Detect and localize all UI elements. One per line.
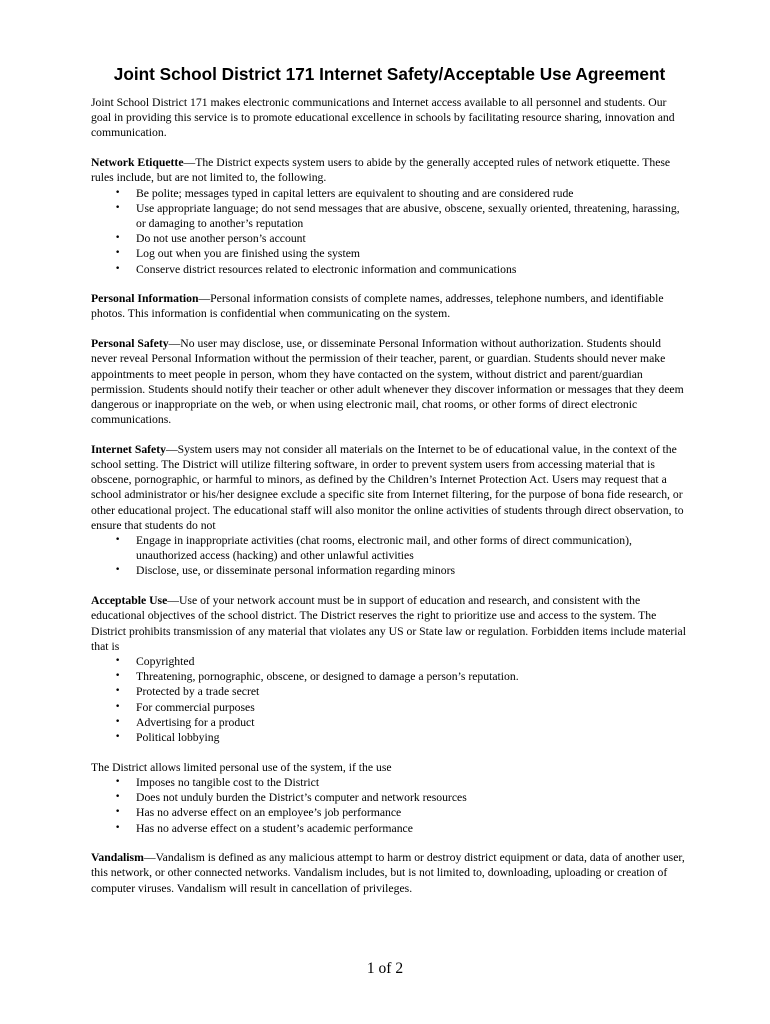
list-item: • Has no adverse effect on an employee’s job performance bbox=[115, 806, 402, 820]
vandalism-heading: Vandalism bbox=[91, 851, 144, 865]
list-item: • Does not unduly burden the District’s computer and network resources bbox=[115, 791, 467, 805]
list-item: • Log out when you are finished using the system bbox=[115, 247, 360, 261]
bullet-icon: • bbox=[115, 263, 121, 274]
list-item: • Conserve district resources related to electronic information and communications bbox=[115, 262, 517, 276]
bullet-icon: • bbox=[115, 792, 121, 803]
acceptable-use-list bbox=[91, 654, 688, 745]
bullet-icon: • bbox=[115, 822, 121, 833]
personal-use-paragraph: The District allows limited personal use of the system, if the use bbox=[91, 760, 392, 774]
internet-safety-list bbox=[91, 533, 688, 579]
list-item: • Imposes no tangible cost to the District bbox=[115, 775, 320, 789]
list-item: • Political lobbying bbox=[115, 731, 220, 745]
bullet-icon: • bbox=[115, 701, 121, 712]
list-item: • Threatening, pornographic, obscene, or designed to damage a person’s reputation. bbox=[115, 670, 519, 684]
personal-information-paragraph bbox=[91, 291, 688, 321]
personal-use-list bbox=[91, 775, 688, 836]
personal-safety-heading: Personal Safety bbox=[91, 337, 169, 351]
list-item: • Advertising for a product bbox=[115, 715, 255, 729]
bullet-icon: • bbox=[115, 187, 121, 198]
bullet-icon: • bbox=[115, 656, 121, 666]
list-item: • Copyrighted bbox=[115, 655, 195, 668]
list-item: • Has no adverse effect on a student’s academic performance bbox=[115, 821, 413, 835]
bullet-icon: • bbox=[115, 671, 121, 682]
internet-safety-text: —System users may not consider all materials on the Internet to be of educational value, in the context of the school setting. The District will utilize filtering software, in order to prevent system users from accessing material that is obscene, pornographic, or harmful to minors, as defined by the Children’s Internet Protection Act. Users may request that a school administrator or his/her designee exclude a specific site from Internet filtering, for the purpose of bona fide research, or other educational project. The educational staff will also monitor the online activities of students through direct observation, to ensure that students do not bbox=[91, 442, 684, 532]
internet-safety-heading: Internet Safety bbox=[91, 442, 166, 456]
personal-safety-text: —No user may disclose, use, or disseminate Personal Information without authorization. Students should never reveal Personal Information without the permission of their teacher, parent, or guardian. Students should never make appointments to meet people in person, whom they have contacted on the system, without district and parent/guardian permission. Students should notify their teacher or other adult whenever they discover information or messages that they deem dangerous or inappropriate on the web, or when using electronic mail, chat rooms, or other forms of direct electronic communications. bbox=[91, 337, 684, 427]
bullet-icon: • bbox=[115, 776, 121, 787]
acceptable-use-paragraph bbox=[91, 593, 688, 654]
bullet-icon: • bbox=[115, 535, 121, 546]
network-etiquette-paragraph bbox=[91, 155, 688, 185]
bullet-icon: • bbox=[115, 248, 121, 259]
network-etiquette-text: —The District expects system users to abide by the generally accepted rules of network etiquette. These rules include, but are not limited to, the following. bbox=[91, 156, 671, 185]
page-number: 1 of 2 bbox=[366, 960, 404, 977]
bullet-icon: • bbox=[115, 732, 121, 743]
list-item: • Use appropriate language; do not send messages that are abusive, obscene, sexually oriented, threatening, harassing, or damaging to another’s reputation bbox=[115, 201, 680, 230]
bullet-icon: • bbox=[115, 716, 121, 727]
acceptable-use-heading: Acceptable Use bbox=[91, 594, 168, 608]
bullet-icon: • bbox=[115, 202, 121, 213]
network-etiquette-heading: Network Etiquette bbox=[91, 156, 184, 170]
list-item: • Be polite; messages typed in capital letters are equivalent to shouting and are considered rude bbox=[115, 186, 574, 200]
intro-paragraph: Joint School District 171 makes electronic communications and Internet access available to all personnel and students. Our goal in providing this service is to promote educational excellence in schools by facilitating resource sharing, innovation and communication. bbox=[91, 96, 675, 140]
internet-safety-paragraph bbox=[91, 442, 688, 533]
personal-information-heading: Personal Information bbox=[91, 292, 199, 306]
list-item: • Disclose, use, or disseminate personal information regarding minors bbox=[115, 564, 456, 578]
vandalism-text: —Vandalism is defined as any malicious attempt to harm or destroy district equipment or data, data of another user, this network, or other connected networks. Vandalism includes, but is not limited to, downloading, uploading or creation of computer viruses. Vandalism will result in cancellation of privileges. bbox=[91, 851, 685, 895]
vandalism-paragraph bbox=[91, 850, 688, 896]
personal-safety-paragraph bbox=[91, 336, 688, 427]
bullet-icon: • bbox=[115, 686, 121, 697]
bullet-icon: • bbox=[115, 233, 121, 244]
list-item: • Protected by a trade secret bbox=[115, 685, 260, 699]
network-etiquette-list bbox=[91, 186, 688, 277]
list-item: • Do not use another person’s account bbox=[115, 232, 306, 246]
bullet-icon: • bbox=[115, 565, 121, 576]
list-item: • For commercial purposes bbox=[115, 700, 255, 714]
bullet-icon: • bbox=[115, 807, 121, 818]
personal-information-text: —Personal information consists of complete names, addresses, telephone numbers, and identifiable photos. This information is confidential when communicating on the system. bbox=[91, 292, 664, 321]
list-item: • Engage in inappropriate activities (chat rooms, electronic mail, and other forms of direct communication), unauthorized access (hacking) and other unlawful activities bbox=[115, 534, 632, 563]
document-title: Joint School District 171 Internet Safety/Acceptable Use Agreement bbox=[113, 64, 666, 84]
acceptable-use-text: —Use of your network account must be in support of education and research, and consistent with the educational objectives of the school district. The District reserves the right to prioritize use and access to the system. The District prohibits transmission of any material that violates any US or State law or regulation. Forbidden items include material that is bbox=[91, 594, 686, 653]
